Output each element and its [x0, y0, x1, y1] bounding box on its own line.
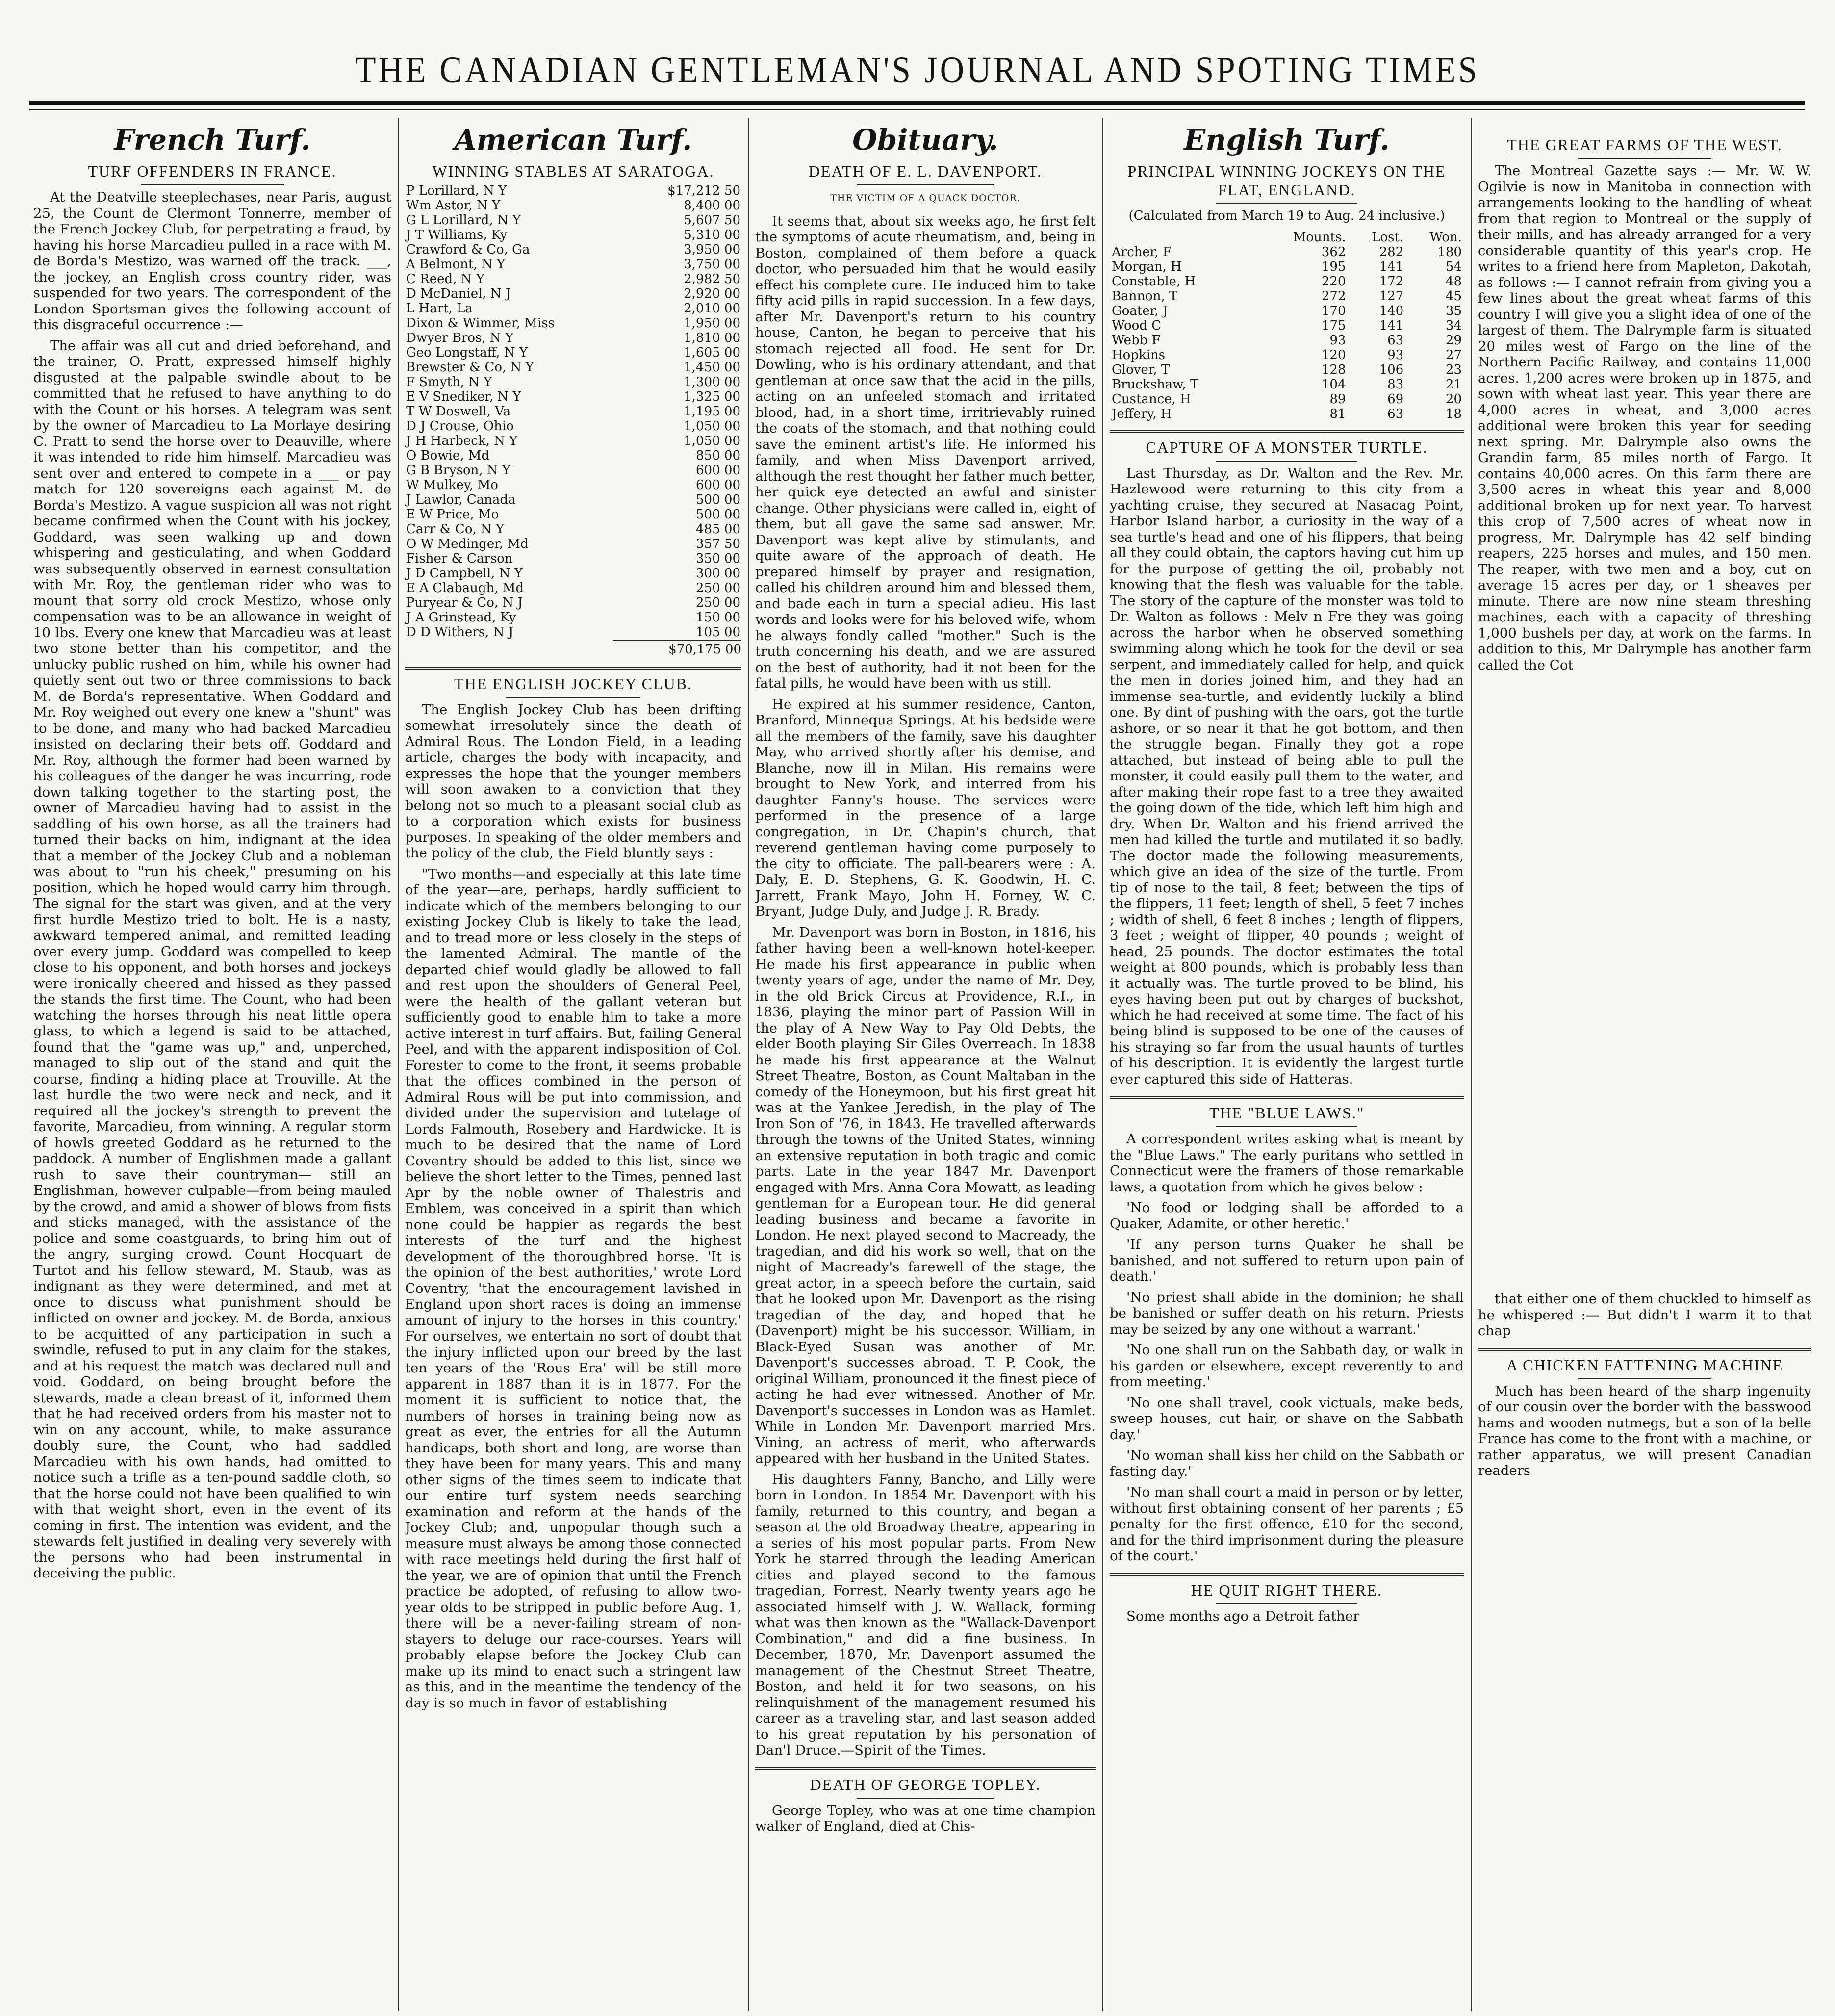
- column-french-turf: [33, 118, 391, 2011]
- stable-winnings: 1,950 00: [684, 316, 740, 331]
- stables-total: $70,175 00: [613, 640, 741, 658]
- jockey-name: Bannon, T: [1112, 288, 1178, 304]
- jockey-mounts: 120: [1321, 347, 1346, 362]
- jockey-mounts: 220: [1321, 274, 1346, 289]
- masthead: THE CANADIAN GENTLEMAN'S JOURNAL AND SPOTING TIMES: [355, 50, 1480, 91]
- divider: [857, 184, 994, 185]
- column-divider: [398, 118, 399, 2011]
- jockey-mounts: 170: [1321, 303, 1346, 318]
- stable-winnings: 600 00: [696, 478, 740, 492]
- paragraph: He expired at his summer residence, Canton, Branford, Minnequa Springs. At his bedside were all the members of the family, save his daughter May, who arrived shortly after his demise, and Blanche, now ill in Milan. His remains were brought to New York, and interred from his daughter Fanny's house. The services were performed in the presence of a large congregation, in Dr. Chapin's church, that reverend gentleman having come purposely to the city to officiate. The pall-bearers were : A. Daly, E. D. Stephens, G. K. Goodwin, H. C. Jarrett, Frank Mayo, John H. Forney, W. C. Bryant, Judge Duly, and Judge J. R. Brady.: [755, 696, 1096, 919]
- article-heading: HE QUIT RIGHT THERE.: [1191, 1581, 1383, 1599]
- divider: [857, 1798, 994, 1799]
- divider: [1216, 1126, 1358, 1127]
- column-divider: [1471, 118, 1472, 2011]
- stable-winnings: 500 00: [696, 507, 740, 522]
- stable-winnings: 350 00: [696, 551, 740, 566]
- divider: [1216, 1603, 1358, 1604]
- stable-winnings: 3,950 00: [684, 242, 740, 257]
- jockey-won: 18: [1445, 406, 1462, 421]
- stable-winnings: 850 00: [696, 448, 740, 463]
- jockeys-table: [1110, 230, 1464, 421]
- stable-winnings: 3,750 00: [684, 257, 740, 272]
- column-american-turf: [405, 118, 741, 2011]
- jockey-lost: 141: [1379, 318, 1404, 333]
- table-row: [1110, 377, 1464, 392]
- table-row: [1110, 289, 1464, 304]
- paragraph: 'No food or lodging shall be afforded to a Quaker, Adamite, or other heretic.': [1110, 1200, 1464, 1232]
- table-row: [405, 492, 741, 507]
- jockey-lost: 140: [1379, 303, 1404, 318]
- jockey-mounts: 128: [1321, 362, 1346, 377]
- stable-name: Geo Longstaff, N Y: [406, 345, 528, 360]
- table-row: [405, 448, 741, 463]
- table-row: [1110, 392, 1464, 407]
- stable-name: D McDaniel, N J: [406, 286, 511, 301]
- table-row: [405, 404, 741, 419]
- paragraph: At the Deatville steeplechases, near Paris, august 25, the Count de Clermont Tonnerre, member of the French Jockey Club, for perpetrating a fraud, by having his horse Marcadieu pulled in a race with M. de Borda's Mestizo, was warned off the track. ___, the jockey, an English cross country rider, was suspended for two years. The correspondent of the London Sportsman gives the following account of this disgraceful occurrence :—: [33, 189, 391, 333]
- stable-winnings: 105 00: [696, 625, 740, 640]
- section-title: French Turf.: [114, 123, 311, 156]
- jockey-won: 48: [1445, 274, 1462, 289]
- divider: [1110, 430, 1464, 433]
- stable-name: O Bowie, Md: [406, 448, 490, 463]
- stable-name: J Lawlor, Canada: [406, 492, 516, 507]
- paragraph: 'No one shall run on the Sabbath day, or walk in his garden or elsewhere, except reverently to and from meeting.': [1110, 1342, 1464, 1390]
- table-row: [405, 228, 741, 242]
- jockey-lost: 93: [1387, 347, 1404, 362]
- article-heading: THE "BLUE LAWS.": [1209, 1104, 1364, 1122]
- jockey-won: 20: [1445, 391, 1462, 407]
- stable-name: Carr & Co, N Y: [406, 522, 505, 537]
- divider: [1578, 1378, 1711, 1379]
- table-row: [405, 183, 741, 198]
- divider: [1110, 1573, 1464, 1576]
- jockey-mounts: 81: [1329, 406, 1346, 421]
- stable-name: L Hart, La: [406, 301, 473, 316]
- stable-name: E A Clabaugh, Md: [406, 581, 524, 595]
- section-title: American Turf.: [454, 123, 692, 156]
- paragraph: Some months ago a Detroit father: [1126, 1608, 1360, 1624]
- jockey-won: 34: [1445, 318, 1462, 333]
- jockey-won: 180: [1437, 244, 1462, 259]
- stable-winnings: 2,920 00: [684, 286, 740, 301]
- stable-name: Fisher & Carson: [406, 551, 513, 566]
- column-header: Won.: [1429, 230, 1462, 245]
- table-row: [405, 566, 741, 581]
- stable-name: D J Crouse, Ohio: [406, 419, 514, 434]
- jockey-name: Archer, F: [1112, 244, 1172, 259]
- jockey-name: Glover, T: [1112, 362, 1170, 377]
- stable-name: O W Medinger, Md: [406, 537, 529, 551]
- stable-name: Puryear & Co, N J: [406, 595, 523, 610]
- stable-winnings: 357 50: [696, 537, 740, 551]
- paragraph: 'No woman shall kiss her child on the Sabbath or fasting day.': [1110, 1447, 1464, 1479]
- column-obituary: [755, 118, 1096, 2011]
- stable-winnings: 8,400 00: [684, 198, 740, 213]
- table-row: [405, 331, 741, 345]
- stable-name: P Lorillard, N Y: [406, 183, 507, 198]
- table-row: [405, 316, 741, 331]
- jockey-name: Constable, H: [1112, 274, 1196, 289]
- stable-name: Wm Astor, N Y: [406, 198, 501, 213]
- masthead-rule: [29, 101, 1805, 105]
- table-row: [405, 463, 741, 478]
- jockey-lost: 127: [1379, 288, 1404, 304]
- stable-winnings: 150 00: [696, 610, 740, 625]
- jockey-name: Morgan, H: [1112, 259, 1182, 274]
- jockey-mounts: 175: [1321, 318, 1346, 333]
- paragraph: George Topley, who was at one time champion walker of England, died at Chis-: [755, 1802, 1096, 1834]
- jockey-won: 21: [1445, 377, 1462, 392]
- article-subheading: THE VICTIM OF A QUACK DOCTOR.: [830, 193, 1020, 204]
- stable-name: E W Price, Mo: [406, 507, 499, 522]
- jockey-name: Jeffery, H: [1112, 406, 1172, 421]
- jockey-name: Custance, H: [1112, 391, 1191, 407]
- table-row: [405, 537, 741, 551]
- stable-name: A Belmont, N Y: [406, 257, 506, 272]
- stable-winnings: 1,050 00: [684, 434, 740, 448]
- stable-winnings: 2,982 50: [684, 272, 740, 286]
- table-row: [405, 434, 741, 448]
- stable-winnings: 1,325 00: [684, 389, 740, 404]
- column-great-farms: [1478, 118, 1811, 2011]
- jockey-won: 45: [1445, 288, 1462, 304]
- divider: [1216, 203, 1358, 204]
- paragraph: A correspondent writes asking what is meant by the "Blue Laws." The early puritans who settled in Connecticut were the framers of those remarkable laws, a quotation from which he gives below :: [1110, 1131, 1464, 1195]
- stable-name: J H Harbeck, N Y: [406, 434, 518, 448]
- stable-winnings: 1,605 00: [684, 345, 740, 360]
- table-row: [405, 286, 741, 301]
- paragraph: 'No man shall court a maid in person or by letter, without first obtaining consent of her parents ; £5 penalty for the first offence, £10 for the second, and for the third imprisonment during the pleasure of the court.': [1110, 1484, 1464, 1564]
- stable-name: Dwyer Bros, N Y: [406, 331, 514, 345]
- paragraph: 'No one shall travel, cook victuals, make beds, sweep houses, cut hair, or shave on the Sabbath day.': [1110, 1395, 1464, 1443]
- jockey-lost: 172: [1379, 274, 1404, 289]
- stable-winnings: 250 00: [696, 581, 740, 595]
- table-row: [1110, 407, 1464, 421]
- table-row: [405, 242, 741, 257]
- paragraph: It seems that, about six weeks ago, he first felt the symptoms of acute rheumatism, and, being in Boston, complained of them before a quack doctor, who persuaded him that he would easily effect his complete cure. He induced him to take fifty acid pills in rapid succession. In a few days, after Mr. Davenport's return to his country house, Canton, he began to perceive that his stomach rejected all food. He sent for Dr. Dowling, who is his ordinary attendant, and that gentleman at once saw that the acid in the pills, acting on an unfeeled stomach and irritated blood, had, in a short time, irritrievably ruined the coats of the stomach, and that nothing could save the eminent artist's life. He informed his family, and when Miss Davenport arrived, although the rest thought her father much better, her quick eye detected an awful and sinister change. Other physicians were called in, eight of them, but all gave the same sad answer. Mr. Davenport was kept alive by stimulants, and quite aware of the approach of death. He prepared himself by prayer and resignation, called his children around him and blessed them, and bade each in turn a special adieu. His last words and looks were for his beloved wife, whom he always fondly called "mother." Such is the truth concerning his death, and we are assured on the best of authority, had it not been for the fatal pills, he would have been with us still.: [755, 213, 1096, 691]
- divider: [405, 667, 741, 670]
- stable-winnings: 600 00: [696, 463, 740, 478]
- jockey-lost: 83: [1387, 377, 1404, 392]
- stable-name: F Smyth, N Y: [406, 375, 492, 389]
- table-row: [405, 389, 741, 404]
- table-note: (Calculated from March 19 to Aug. 24 inclusive.): [1128, 208, 1445, 223]
- stable-winnings: 250 00: [696, 595, 740, 610]
- table-row: [1110, 362, 1464, 377]
- jockey-name: Bruckshaw, T: [1112, 377, 1199, 392]
- divider: [1216, 461, 1358, 462]
- article-heading: DEATH OF GEORGE TOPLEY.: [810, 1775, 1041, 1793]
- table-row: [1110, 259, 1464, 274]
- table-row: [405, 198, 741, 213]
- stable-name: D D Withers, N J: [406, 625, 514, 640]
- section-title: Obituary.: [852, 123, 998, 156]
- article-heading: A CHICKEN FATTENING MACHINE: [1506, 1356, 1784, 1374]
- article-heading: CAPTURE OF A MONSTER TURTLE.: [1146, 438, 1428, 456]
- jockey-won: 27: [1445, 347, 1462, 362]
- table-row: [405, 345, 741, 360]
- column-divider: [748, 118, 749, 2011]
- divider: [506, 697, 640, 698]
- article-heading: THE GREAT FARMS OF THE WEST.: [1507, 136, 1783, 154]
- table-row: [405, 301, 741, 316]
- divider: [141, 184, 284, 185]
- divider: [755, 1767, 1096, 1770]
- jockey-lost: 282: [1379, 244, 1404, 259]
- table-row: [1110, 348, 1464, 362]
- stable-winnings: 5,310 00: [684, 228, 740, 242]
- jockey-lost: 106: [1379, 362, 1404, 377]
- stable-name: Crawford & Co, Ga: [406, 242, 530, 257]
- table-row: [1110, 318, 1464, 333]
- stable-name: J T Williams, Ky: [406, 228, 508, 242]
- column-divider: [1102, 118, 1103, 2011]
- table-row: [405, 610, 741, 625]
- paragraph-fragment: that either one of them chuckled to himself as he whispered :— But didn't I warm it to that chap: [1478, 1291, 1811, 1339]
- jockey-won: 54: [1445, 259, 1462, 274]
- paragraph: Mr. Davenport was born in Boston, in 1816, his father having been a well-known hotel-keeper. He made his first appearance in public when twenty years of age, under the name of Mr. Dey, in the old Brick Circus at Providence, R.I., in 1836, playing the minor part of Passion Will in the play of A New Way to Pay Old Debts, the elder Booth playing Sir Giles Overreach. In 1838 he made his first appearance at the Walnut Street Theatre, Boston, as Count Maltaban in the comedy of the Honeymoon, but his first great hit was at the Yankee Jeredish, in the play of The Iron Son of '76, in 1843. He travelled afterwards through the towns of the United States, winning an extensive reputation in both tragic and comic parts. Late in the year 1847 Mr. Davenport engaged with Mrs. Anna Cora Mowatt, as leading gentleman for a European tour. He did general leading business and became a favorite in London. He next played second to Macready, the tragedian, and did his work so well, that on the night of Macready's farewell of the stage, the great actor, in a speech before the curtain, said that he looked upon Mr. Davenport as the rising tragedian of the day, and hoped that he (Davenport) might be his successor. William, in Black-Eyed Susan was another of Mr. Davenport's successes abroad. T. P. Cook, the original William, pronounced it the finest piece of acting he had ever witnessed. Another of Mr. Davenport's successes in London was as Hamlet. While in London Mr. Davenport married Mrs. Vining, an actress of merit, who afterwards appeared with her husband in the United States.: [755, 924, 1096, 1466]
- table-row: [405, 419, 741, 434]
- table-row: [405, 507, 741, 522]
- stable-winnings: 2,010 00: [684, 301, 740, 316]
- table-row: [405, 625, 741, 640]
- jockey-name: Wood C: [1112, 318, 1162, 333]
- jockey-mounts: 89: [1329, 391, 1346, 407]
- jockey-won: 23: [1445, 362, 1462, 377]
- paragraph: "Two months—and especially at this late time of the year—are, perhaps, hardly sufficient to indicate which of the members belonging to our existing Jockey Club is likely to take the lead, and to tread more or less closely in the steps of the lamented Admiral. The mantle of the departed chief would gladly be allowed to fall and rest upon the shoulders of General Peel, were the health of the gallant veteran but sufficiently good to enable him to take a more active interest in turf affairs. But, failing General Peel, and with the apparent indisposition of Col. Forester to come to the front, it seems probable that the offices combined in the person of Admiral Rous will be put into commission, and divided under the supervision and tutelage of Lords Falmouth, Rosebery and Hardwicke. It is much to be desired that the name of Lord Coventry should be added to this list, since we believe the short letter to the Times, penned last Apr by the noble owner of Thalestris and Emblem, was conceived in a spirit than which none could be happier as regards the best interests of the turf and the highest development of the thoroughbred horse. 'It is the opinion of the best authorities,' wrote Lord Coventry, 'that the encouragement lavished in England upon short races is doing an immense amount of injury to the horses in this country.' For ourselves, we entertain no sort of doubt that the injury inflicted upon our breed by the last ten years of the 'Rous Era' will be still more apparent in 1887 than it is in 1877. For the moment it is sufficient to notice that, the numbers of horses in training being now as great as ever, the entries for all the Autumn handicaps, both short and long, are worse than they have been for many years. This and many other signs of the times seem to indicate that our entire turf system needs searching examination and reform at the hands of the Jockey Club; and, unpopular though such a measure must always be among those connected with race meetings held during the first half of the year, we are of opinion that until the French practice be adopted, of refusing to allow two-year olds to be stripped in public before Aug. 1, there will be a never-failing stream of non-stayers to deluge our race-courses. Years will probably elapse before the Jockey Club can make up its mind to enact such a stringent law as this, and in the meantime the tendency of the day is so much in favor of establishing: [405, 866, 741, 1711]
- table-row: [1110, 304, 1464, 318]
- stable-winnings: 1,810 00: [684, 331, 740, 345]
- stable-winnings: 485 00: [696, 522, 740, 537]
- article-heading: THE ENGLISH JOCKEY CLUB.: [454, 674, 692, 693]
- stable-name: E V Snediker, N Y: [406, 389, 521, 404]
- stable-name: W Mulkey, Mo: [406, 478, 498, 492]
- jockey-mounts: 272: [1321, 288, 1346, 304]
- jockey-lost: 63: [1387, 406, 1404, 421]
- jockey-mounts: 195: [1321, 259, 1346, 274]
- table-row: [405, 551, 741, 566]
- paragraph: Last Thursday, as Dr. Walton and the Rev. Mr. Hazlewood were returning to this city from a yachting cruise, they secured at Nasacag Point, Harbor Island harbor, a curiosity in the way of a sea turtle's head and one of his flippers, that being all they could obtain, the captors having cut him up for the purpose of getting the oil, probably not knowing that the flesh was valuable for the table. The story of the capture of the monster was told to Dr. Walton as follows : Melv n Fre they was going across the harbor when he observed something swimming along which he took for the devil or sea serpent, and immediately called for help, and quick the men in dories joined him, and they had an immense sea-turtle, and evidently luckily a blind one. By dint of pushing with the oars, got the turtle ashore, or so near it that he got bottom, and then the struggle began. Finally they got a rope attached, but instead of being able to pull the monster, it could easily pull them to the water, and after making their rope fast to a tree they awaited the going down of the tide, which left him high and dry. When Dr. Walton and his friend arrived the men had killed the turtle and mutilated it so badly. The doctor made the following measurements, which give an idea of the size of the turtle. From tip of nose to the tail, 8 feet; between the tips of the flippers, 11 feet; length of shell, 5 feet 7 inches ; width of shell, 6 feet 8 inches ; length of flippers, 3 feet ; weight of flipper, 40 pounds ; weight of head, 25 pounds. The doctor estimates the total weight at 800 pounds, which is probably less than it actually was. The turtle proved to be blind, his eyes having been put out by charges of buckshot, which he had received at some time. The fact of his being blind is supposed to be one of the causes of his straying so far from the usual haunts of turtles of his description. It is evidently the largest turtle ever captured this side of Hatteras.: [1110, 465, 1464, 1087]
- stable-name: G B Bryson, N Y: [406, 463, 511, 478]
- table-row: [405, 213, 741, 228]
- stable-winnings: 1,050 00: [684, 419, 740, 434]
- stables-table: [405, 183, 741, 640]
- stable-winnings: 1,450 00: [684, 360, 740, 375]
- divider: [1578, 158, 1711, 159]
- masthead-rule-thin: [29, 109, 1805, 110]
- stable-name: J D Campbell, N Y: [406, 566, 523, 581]
- divider: [1478, 1348, 1811, 1351]
- table-row: [1110, 245, 1464, 259]
- stable-winnings: 5,607 50: [684, 213, 740, 228]
- stable-name: Dixon & Wimmer, Miss: [406, 316, 555, 331]
- paragraph: The Montreal Gazette says :— Mr. W. W. Ogilvie is now in Manitoba in connection with arrangements looking to the handling of wheat from that region to Montreal or the supply of their mills, and has already arranged for a very considerable quantity of this year's crop. He writes to a friend here from Mapleton, Dakotah, as follows :— I cannot refrain from giving you a few lines about the great wheat farms of this country I will give you a slight idea of one of the largest of them. The Dalrymple farm is situated 20 miles west of Fargo on the line of the Northern Pacific Railway, and contains 11,000 acres. 1,200 acres were broken up in 1875, and sown with wheat last year. This year there are 4,000 acres in wheat, and 3,000 acres additional were broken this year for seeding next spring. Mr. Dalrymple also owns the Grandin farm, 85 miles north of Fargo. It contains 40,000 acres. On this farm there are 3,500 acres in wheat this year and 8,000 additional broken up for next year. To harvest this crop of 7,500 acres of wheat now in progress, Mr. Dalrymple has 42 self binding reapers, 225 horses and mules, and 150 men. The reaper, with two men and a boy, cut on average 15 acres per day, or 1 sheaves per minute. There are now nine steam threshing machines, each with a capacity of threshing 1,000 bushels per day, at work on the farms. In addition to this, Mr Dalrymple has another farm called the Cot: [1478, 163, 1811, 673]
- stable-winnings: 1,195 00: [684, 404, 740, 419]
- paragraph: Much has been heard of the sharp ingenuity of our cousin over the border with the basswood hams and wooden nutmegs, but a son of la belle France has come to the front with a machine, or rather apparatus, we will present Canadian readers: [1478, 1383, 1811, 1478]
- stable-name: J A Grinstead, Ky: [406, 610, 516, 625]
- paragraph: The English Jockey Club has been drifting somewhat irresolutely since the death of Admiral Rous. The London Field, in a leading article, charges the body with incapacity, and expresses the hope that the younger members will soon awaken to a conviction that they belong not so much to a pleasant social club as to a corporation which exists for business purposes. In speaking of the older members and the policy of the club, the Field bluntly says :: [405, 701, 741, 861]
- table-row: [405, 375, 741, 389]
- column-header: Mounts.: [1293, 230, 1346, 245]
- jockey-won: 29: [1445, 333, 1462, 348]
- paragraph: 'If any person turns Quaker he shall be banished, and not suffered to return upon pain of death.': [1110, 1237, 1464, 1284]
- table-row: [405, 522, 741, 537]
- table-row: [1110, 333, 1464, 348]
- divider: [1110, 1096, 1464, 1099]
- table-row: [405, 272, 741, 286]
- column-english-turf: [1110, 118, 1464, 2011]
- stable-winnings: 500 00: [696, 492, 740, 507]
- column-header: Lost.: [1372, 230, 1404, 245]
- article-heading: WINNING STABLES AT SARATOGA.: [432, 162, 714, 180]
- jockey-mounts: 362: [1321, 244, 1346, 259]
- stable-name: C Reed, N Y: [406, 272, 484, 286]
- stable-name: G L Lorillard, N Y: [406, 213, 521, 228]
- table-row: [405, 595, 741, 610]
- jockey-lost: 69: [1387, 391, 1404, 407]
- jockey-mounts: 104: [1321, 377, 1346, 392]
- jockey-lost: 63: [1387, 333, 1404, 348]
- stable-winnings: 300 00: [696, 566, 740, 581]
- article-heading: PRINCIPAL WINNING JOCKEYS ON THE FLAT, ENGLAND.: [1127, 162, 1446, 199]
- table-row: [1110, 274, 1464, 289]
- stable-name: Brewster & Co, N Y: [406, 360, 534, 375]
- jockey-mounts: 93: [1329, 333, 1346, 348]
- jockey-name: Goater, J: [1112, 303, 1168, 318]
- stable-winnings: 1,300 00: [684, 375, 740, 389]
- paragraph: The affair was all cut and dried beforehand, and the trainer, O. Pratt, expressed himself highly disgusted at the palpable swindle about to be committed that he refused to have anything to do with the Count or his horses. A telegram was sent by the owner of Marcadieu to La Morlaye desiring C. Pratt to send the horse over to Deauville, where it was intended to ride him himself. Marcadieu was sent over and entered to compete in a ___ or pay match for 120 sovereigns each against M. de Borda's Mestizo. A vague suspicion all was not right became confirmed when the Count with his jockey, Goddard, was seen walking up and down whispering and gesticulating, and when Goddard was subsequently observed in earnest consultation with Mr. Roy, the gentleman rider who was to mount that sorry old crock Mestizo, whose only compensation was to be an allowance in weight of 10 lbs. Every one knew that Marcadieu was at least two stone better than his competitor, and the unlucky public rushed on him, while his owner had quietly sent out two or three commissions to back M. de Borda's representative. When Goddard and Mr. Roy weighed out every one knew a "shunt" was to be done, and many who had backed Marcadieu insisted on declaring their bets off. Goddard and Mr. Roy, although the former had been warned by his colleagues of the danger he was incurring, rode down talking together to the starting post, the owner of Marcadieu having had to assist in the saddling of his own horse, as all the trainers had turned their backs on him, indignant at the idea that a member of the Jockey Club and a nobleman was about to "run his cheek," presuming on his position, which he hoped would carry him through. The signal for the start was given, and at the very first hurdle Mestizo tried to bolt. He is a nasty, awkward tempered animal, and remitted leading over every jump. Goddard was compelled to keep close to his opponent, and both horses and jockeys were ironically cheered and hissed as they passed the stands the first time. The Count, who had been watching the horses through his neat little opera glass, to which a legend is said to be attached, found that the "game was up," and, unperched, managed to slip out of the stand and quit the course, finding a hiding place at Trouville. At the last hurdle the two were neck and neck, and it required all the jockey's strength to prevent the favorite, Marcadieu, from winning. A regular storm of howls greeted Goddard as he returned to the paddock. A number of Englishmen made a gallant rush to save their countryman— still an Englishman, however culpable—from being mauled by the crowd, and amid a shower of blows from fists and sticks managed, with the assistance of the police and some coastguards, to bring him out of the angry, surging crowd. Count Hocquart de Turtot and his fellow steward, M. Staub, was as indignant as they were determined, and met at once to discuss what punishment should be inflicted on owner and jockey. M. de Borda, anxious to be acquitted of any participation in such a swindle, refused to put in any claim for the stakes, and at his request the match was declared null and void. Goddard, on being brought before the stewards, made a clean breast of it, informed them that he had received orders from his master not to win on any account, while, to make assurance doubly sure, the Count, who had saddled Marcadieu with his own hands, had omitted to notice such a trifle as a ten-pound saddle cloth, so that the horse could not have been qualified to win with that weight short, even in the event of its coming in first. The intention was evident, and the stewards felt justified in dealing very severely with the persons who had been instrumental in deceiving the public.: [33, 337, 391, 1581]
- paragraph: His daughters Fanny, Bancho, and Lilly were born in London. In 1854 Mr. Davenport with his family, returned to this country, and began a season at the old Broadway theatre, appearing in a series of his most popular parts. From New York he starred through the leading American cities and played second to the famous tragedian, Forrest. Nearly twenty years ago he associated himself with J. W. Wallack, forming what was then known as the "Wallack-Davenport Combination," and did a fine business. In December, 1870, Mr. Davenport assumed the management of the Chestnut Street Theatre, Boston, and held it for two seasons, on his relinquishment of the management resumed his career as a traveling star, and last season added to his great reputation by his personation of Dan'l Druce.—Spirit of the Times.: [755, 1471, 1096, 1758]
- faded-area: [1478, 678, 1811, 1291]
- table-row: [405, 478, 741, 492]
- stable-name: T W Doswell, Va: [406, 404, 511, 419]
- jockey-name: Webb F: [1112, 333, 1161, 348]
- jockey-lost: 141: [1379, 259, 1404, 274]
- table-row: [405, 360, 741, 375]
- stable-winnings: $17,212 50: [667, 183, 740, 198]
- table-row: [405, 257, 741, 272]
- jockey-name: Hopkins: [1112, 347, 1166, 362]
- article-heading: DEATH OF E. L. DAVENPORT.: [808, 162, 1043, 180]
- jockey-won: 35: [1445, 303, 1462, 318]
- paragraph: 'No priest shall abide in the dominion; he shall be banished or suffer death on his return. Priests may be seized by any one without a warrant.': [1110, 1289, 1464, 1337]
- table-row: [405, 581, 741, 595]
- article-heading: TURF OFFENDERS IN FRANCE.: [88, 162, 337, 180]
- section-title: English Turf.: [1184, 123, 1390, 156]
